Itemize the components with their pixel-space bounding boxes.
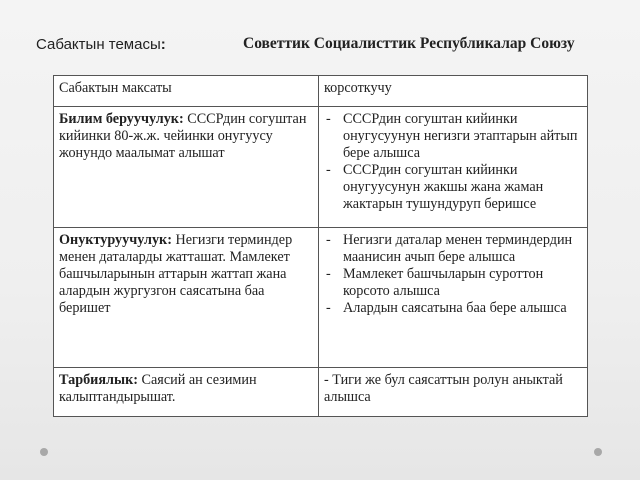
- educational-indicators-list: [324, 111, 583, 213]
- goals-column-header: Сабактын максаты: [54, 76, 319, 107]
- list-item: - Негизги даталар менен терминдердин маанисин ачып бере алышса: [324, 232, 583, 266]
- developmental-indicators-cell: [319, 228, 588, 368]
- upbringing-indicator-cell: - Тиги же бул саясаттын ролун аныктай алышса: [319, 368, 588, 417]
- developmental-indicators-list: [324, 232, 583, 317]
- indicators-column-header: корсоткучу: [319, 76, 588, 107]
- upbringing-goal-cell: [54, 368, 319, 417]
- educational-goal-label: Билим беруучулук:: [59, 111, 184, 127]
- developmental-goal-text: Негизги терминдер менен даталарды жатташат. Мамлекет башчыларынын аттарын жаттап жана алардын жургузгон саясатына баа беришет: [59, 232, 293, 316]
- developmental-goal-cell: [54, 228, 319, 368]
- lesson-topic-title: Советтик Социалисттик Республикалар Союзу: [243, 35, 575, 52]
- table-row: [54, 368, 588, 417]
- table-header-row: [54, 76, 588, 107]
- table-row: [54, 228, 588, 368]
- lesson-topic-label: Сабактын темасы:: [36, 36, 166, 53]
- developmental-goal-label: Онуктуруучулук:: [59, 232, 172, 248]
- lesson-goals-table: [53, 75, 588, 417]
- table-row: [54, 107, 588, 228]
- educational-indicators-cell: [319, 107, 588, 228]
- educational-goal-text: СССРдин согуштан кийинки 80-ж.ж. чейинки онугуусу жонундо маалымат алышат: [59, 111, 307, 161]
- list-item: - Алардын саясатына баа бере алышса: [324, 300, 583, 317]
- slide-nav-dot-right: [594, 448, 602, 456]
- list-item: - СССРдин согуштан кийинки онугуусунун жакшы жана жаман жактарын тушундуруп беришсе: [324, 162, 583, 213]
- upbringing-goal-text: Саясий ан сезимин калыптандырышат.: [59, 372, 257, 405]
- educational-goal-cell: [54, 107, 319, 228]
- list-item: - СССРдин согуштан кийинки онугусуунун негизги этаптарын айтып бере алышса: [324, 111, 583, 162]
- slide-nav-dot-left: [40, 448, 48, 456]
- upbringing-goal-label: Тарбиялык:: [59, 372, 138, 388]
- list-item: - Мамлекет башчыларын суроттон корсото алышса: [324, 266, 583, 300]
